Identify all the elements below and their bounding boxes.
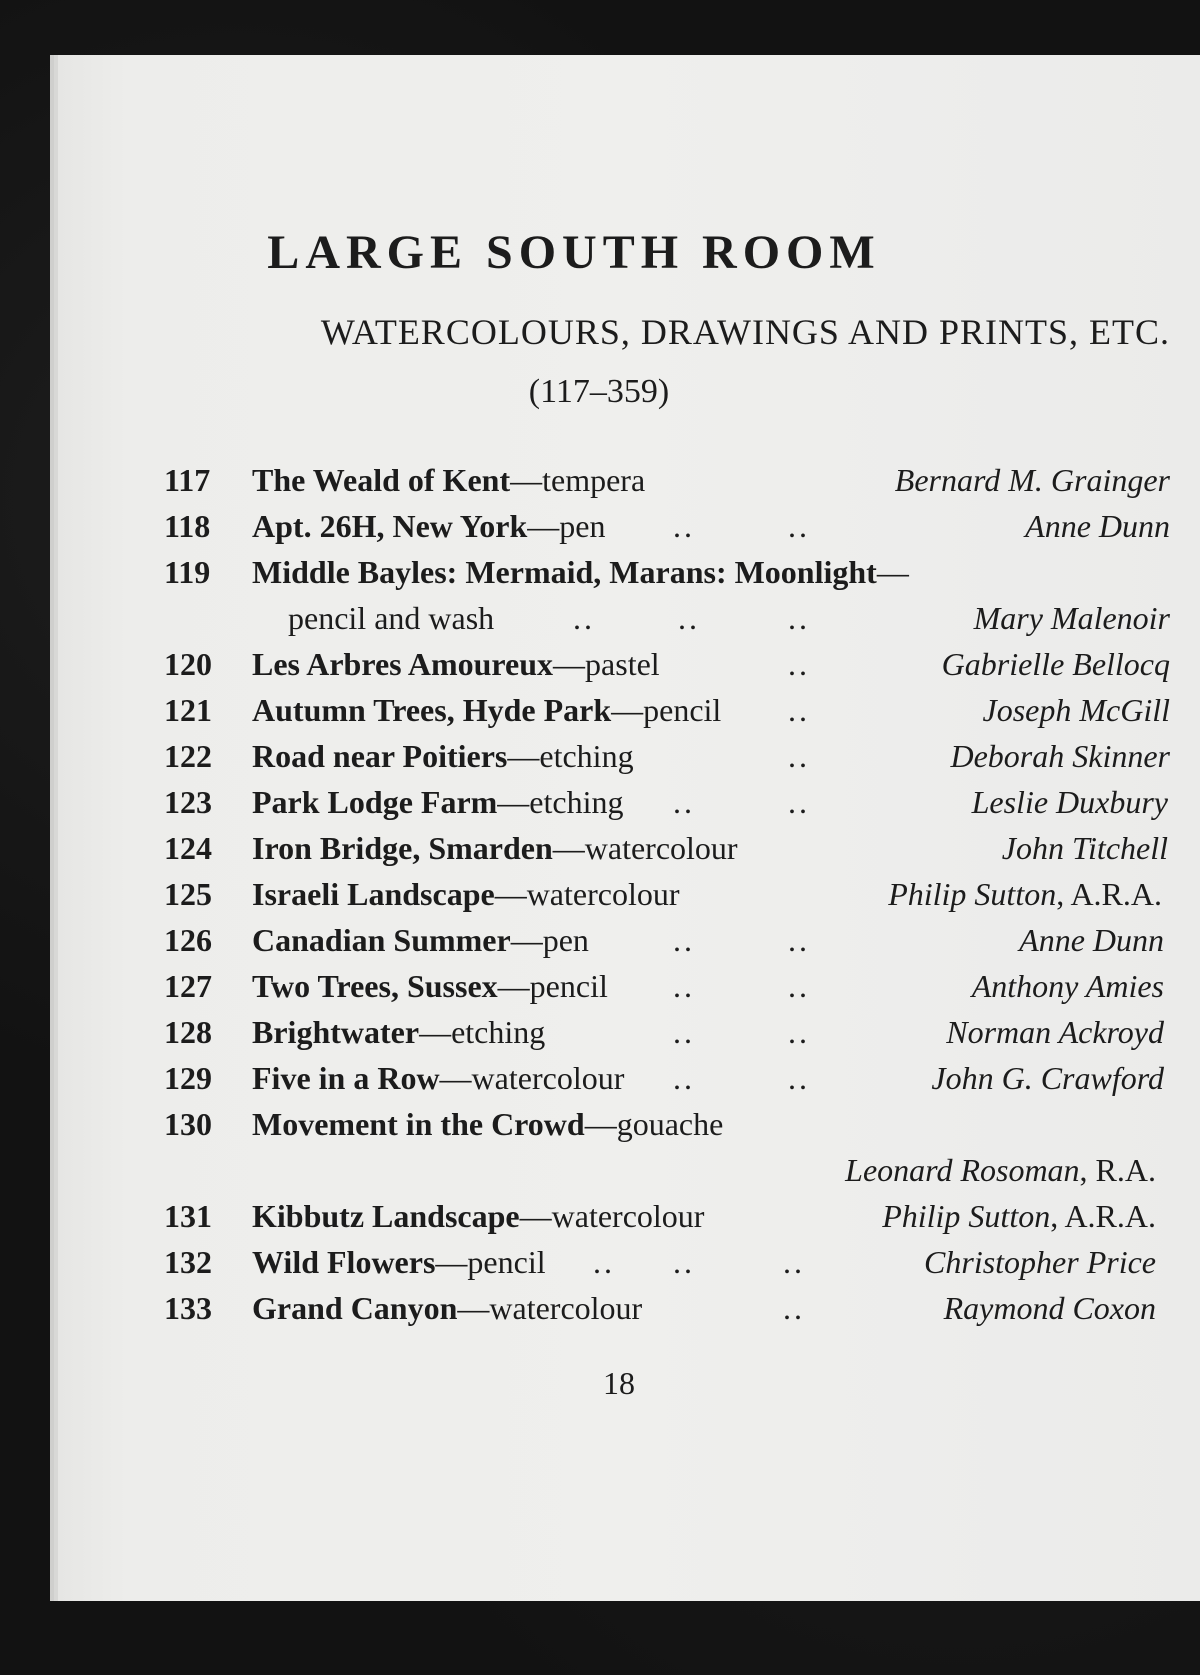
- catalogue-entry: [58, 1147, 1200, 1193]
- work-medium: —tempera: [510, 462, 646, 498]
- work-title: Movement in the Crowd: [252, 1106, 585, 1142]
- artist-name: Christopher Price: [924, 1244, 1156, 1280]
- dot-leader: ..: [673, 784, 695, 820]
- catalogue-entry: [58, 549, 1200, 595]
- work-medium: —pencil: [435, 1244, 546, 1280]
- catalogue-page: [58, 55, 1200, 1601]
- catalogue-entry: [58, 871, 1200, 917]
- entry-work: [252, 1055, 624, 1101]
- artist-name: Mary Malenoir: [973, 600, 1170, 636]
- work-medium: —watercolour: [552, 830, 738, 866]
- work-title: Two Trees, Sussex: [252, 968, 498, 1004]
- artist-name: Deborah Skinner: [950, 738, 1170, 774]
- work-title: Iron Bridge, Smarden: [252, 830, 553, 866]
- entry-number: 128: [164, 1014, 212, 1050]
- work-medium: pencil and wash: [288, 600, 495, 636]
- catalogue-entry: [58, 733, 1200, 779]
- work-medium: —etching: [507, 738, 634, 774]
- dot-leader: ..: [788, 968, 810, 1004]
- catalogue-entry: [58, 1101, 1200, 1147]
- entry-number: 125: [164, 876, 212, 912]
- entry-number: 119: [164, 554, 211, 590]
- work-medium: —watercolour: [519, 1198, 705, 1234]
- work-medium: —pencil: [611, 692, 722, 728]
- entry-number: 122: [164, 738, 212, 774]
- entry-number: 132: [164, 1244, 212, 1280]
- entry-work: [252, 779, 623, 825]
- entry-number: 120: [164, 646, 212, 682]
- entry-work: [252, 871, 680, 917]
- entry-work: [252, 825, 738, 871]
- entry-work: [252, 1285, 642, 1331]
- dot-leader: ..: [783, 1290, 805, 1326]
- artist-honours: , A.R.A.: [1050, 1198, 1156, 1234]
- work-title: Autumn Trees, Hyde Park: [252, 692, 612, 728]
- work-title: Brightwater: [252, 1014, 420, 1050]
- artist-name: Raymond Coxon: [943, 1290, 1156, 1326]
- dot-leader: ..: [673, 1244, 695, 1280]
- artist-name: Anthony Amies: [971, 968, 1164, 1004]
- dot-leader: ..: [673, 922, 695, 958]
- work-medium: —pen: [527, 508, 606, 544]
- dot-leader: ..: [788, 738, 810, 774]
- dot-leader: ..: [678, 600, 700, 636]
- dot-leader: ..: [788, 692, 810, 728]
- work-medium: —watercolour: [439, 1060, 625, 1096]
- dot-leader: ..: [788, 784, 810, 820]
- entry-work: [252, 1239, 546, 1285]
- entry-number: 127: [164, 968, 212, 1004]
- artist-name: Leslie Duxbury: [971, 784, 1168, 820]
- entry-number: 133: [164, 1290, 212, 1326]
- work-medium: —: [876, 554, 909, 590]
- entry-number: 131: [164, 1198, 212, 1234]
- dot-leader: ..: [788, 1060, 810, 1096]
- entry-work: [252, 1101, 723, 1147]
- catalogue-entry: [58, 1239, 1200, 1285]
- catalogue-entry: [58, 825, 1200, 871]
- catalogue-entry: [58, 963, 1200, 1009]
- work-medium: —watercolour: [494, 876, 680, 912]
- catalogue-entry: [58, 457, 1200, 503]
- entry-work: [288, 595, 494, 641]
- entry-work: [252, 1193, 704, 1239]
- dot-leader: ..: [573, 600, 595, 636]
- entry-number: 129: [164, 1060, 212, 1096]
- work-medium: —etching: [419, 1014, 546, 1050]
- artist-name: Norman Ackroyd: [946, 1014, 1164, 1050]
- artist-name: Philip Sutton, A.R.A.: [888, 876, 1162, 912]
- artist-name: Bernard M. Grainger: [894, 462, 1170, 498]
- catalogue-entry: [58, 1009, 1200, 1055]
- work-title: Road near Poitiers: [252, 738, 508, 774]
- entry-work: [252, 641, 660, 687]
- work-title: Middle Bayles: Mermaid, Marans: Moonlight: [252, 554, 877, 590]
- artist-name: Joseph McGill: [982, 692, 1170, 728]
- artist-name: Anne Dunn: [1019, 922, 1164, 958]
- dot-leader: ..: [593, 1244, 615, 1280]
- dot-leader: ..: [783, 1244, 805, 1280]
- entry-work: [252, 733, 634, 779]
- work-title: Canadian Summer: [252, 922, 511, 958]
- dot-leader: ..: [673, 1060, 695, 1096]
- room-title: LARGE SOUTH ROOM: [267, 226, 881, 279]
- entry-work: [252, 687, 721, 733]
- entry-work: [252, 917, 589, 963]
- artist-honours: , R.A.: [1079, 1152, 1156, 1188]
- catalogue-entry: [58, 687, 1200, 733]
- work-medium: —pen: [510, 922, 589, 958]
- catalogue-entry: [58, 1193, 1200, 1239]
- work-medium: —etching: [497, 784, 624, 820]
- entry-number: 124: [164, 830, 212, 866]
- dot-leader: ..: [788, 922, 810, 958]
- work-title: Kibbutz Landscape: [252, 1198, 520, 1234]
- catalogue-entry: [58, 595, 1200, 641]
- artist-name: Gabrielle Bellocq: [941, 646, 1170, 682]
- dot-leader: ..: [788, 1014, 810, 1050]
- catalogue-entry: [58, 641, 1200, 687]
- work-title: Park Lodge Farm: [252, 784, 498, 820]
- work-title: Les Arbres Amoureux: [252, 646, 554, 682]
- work-medium: —pastel: [553, 646, 660, 682]
- entry-work: [252, 963, 608, 1009]
- entry-number: 118: [164, 508, 211, 544]
- work-title: Grand Canyon: [252, 1290, 458, 1326]
- dot-leader: ..: [788, 600, 810, 636]
- catalogue-entry: [58, 1285, 1200, 1331]
- dot-leader: ..: [788, 508, 810, 544]
- entry-number: 117: [164, 462, 211, 498]
- entry-work: [252, 549, 909, 595]
- artist-name: Leonard Rosoman, R.A.: [845, 1152, 1156, 1188]
- work-title: Wild Flowers: [252, 1244, 436, 1280]
- work-title: The Weald of Kent: [252, 462, 511, 498]
- page-number: 18: [603, 1365, 635, 1401]
- work-title: Apt. 26H, New York: [252, 508, 528, 544]
- dot-leader: ..: [673, 508, 695, 544]
- catalogue-entry: [58, 1055, 1200, 1101]
- entry-number: 130: [164, 1106, 212, 1142]
- catalogue-entry: [58, 503, 1200, 549]
- work-title: Israeli Landscape: [252, 876, 495, 912]
- dot-leader: ..: [673, 1014, 695, 1050]
- work-medium: —gouache: [584, 1106, 724, 1142]
- work-title: Five in a Row: [252, 1060, 440, 1096]
- catalogue-range: (117–359): [528, 373, 670, 410]
- work-medium: —watercolour: [457, 1290, 643, 1326]
- entry-number: 126: [164, 922, 212, 958]
- catalogue-entry: [58, 917, 1200, 963]
- artist-name: Anne Dunn: [1025, 508, 1170, 544]
- entry-work: [252, 1009, 545, 1055]
- entry-work: [252, 457, 645, 503]
- dot-leader: ..: [673, 968, 695, 1004]
- entry-number: 123: [164, 784, 212, 820]
- dot-leader: ..: [788, 646, 810, 682]
- entry-work: [252, 503, 605, 549]
- section-subtitle: WATERCOLOURS, DRAWINGS AND PRINTS, ETC.: [320, 312, 1170, 352]
- artist-name: John G. Crawford: [931, 1060, 1164, 1096]
- entry-number: 121: [164, 692, 212, 728]
- artist-name: John Titchell: [1001, 830, 1168, 866]
- artist-honours: , A.R.A.: [1056, 876, 1162, 912]
- work-medium: —pencil: [497, 968, 608, 1004]
- artist-name: Philip Sutton, A.R.A.: [882, 1198, 1156, 1234]
- catalogue-entry: [58, 779, 1200, 825]
